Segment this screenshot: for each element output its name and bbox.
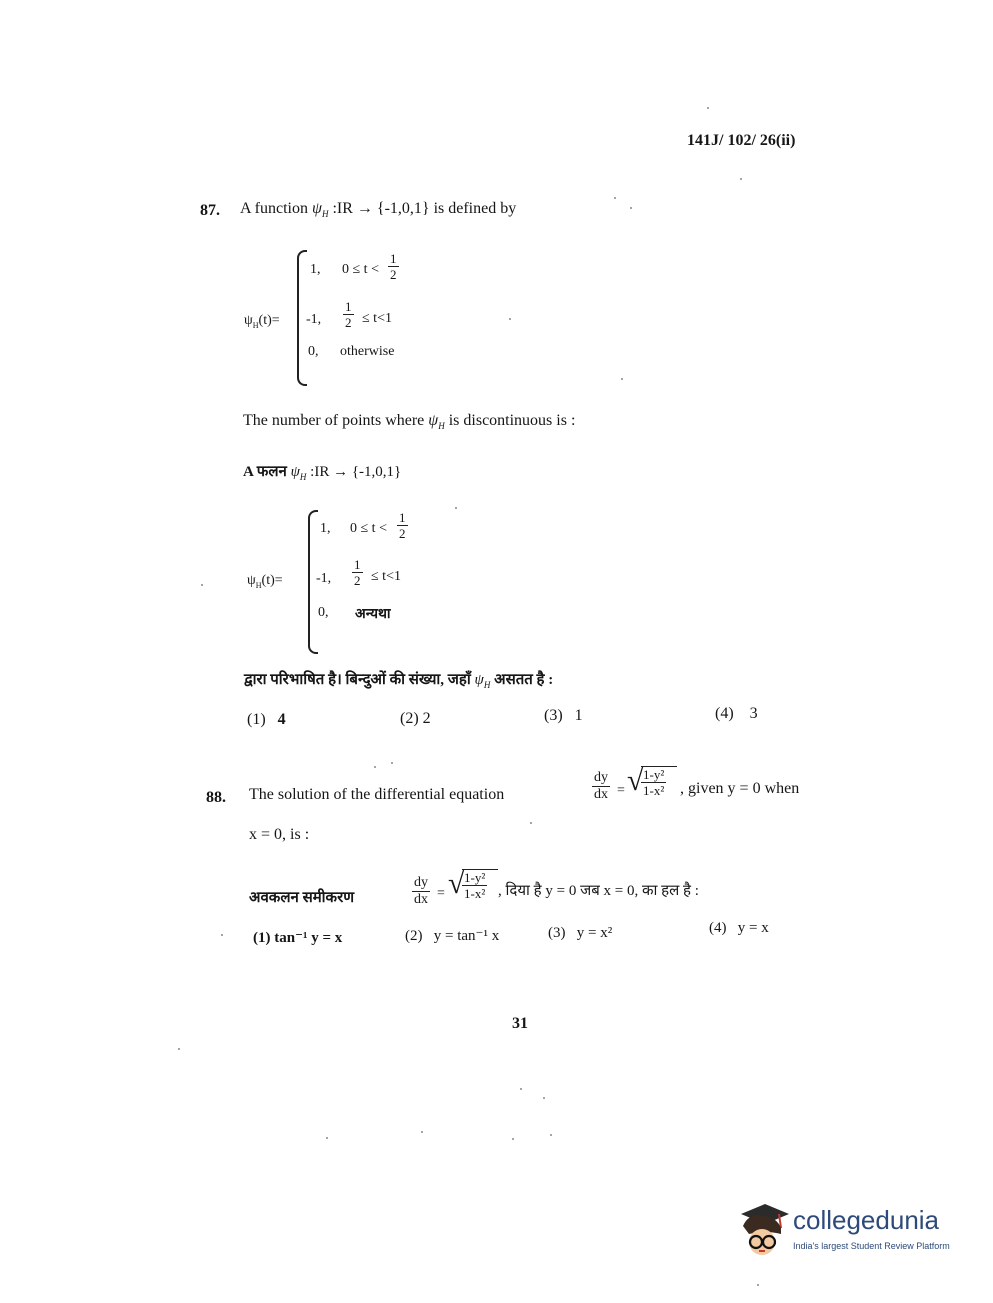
q87-def-lhs-en: [244, 313, 280, 330]
q87-question-hi: [244, 669, 553, 690]
fraction-denominator: 2: [399, 526, 406, 541]
scan-speck: [391, 762, 393, 764]
case3-condition-en: otherwise: [340, 344, 395, 359]
question-number-87: 87.: [200, 202, 220, 219]
psi-symbol: ψ: [428, 412, 439, 429]
half-fraction: [388, 252, 399, 281]
fraction-denominator: 1-x²: [464, 886, 486, 901]
brand-tagline: India's largest Student Review Platform: [793, 1241, 950, 1251]
fraction-numerator: 1-y²: [464, 870, 486, 885]
q87-stem-en-prefix: A function: [240, 200, 308, 217]
fraction-denominator: dx: [414, 892, 428, 907]
scan-speck: [326, 1137, 328, 1139]
option-text: y = tan⁻¹ x: [433, 928, 500, 944]
q87-stem-en-domain: :IR → {-1,0,1}: [332, 200, 430, 217]
scan-speck: [455, 507, 457, 509]
option-number: (1): [253, 930, 271, 946]
q87-def-lhs-hi: [247, 573, 283, 590]
q87-stem-en: [240, 200, 516, 219]
q88-stem-en-line2: x = 0, is :: [249, 826, 310, 843]
q88-stem-en-prefix: The solution of the differential equation: [249, 786, 505, 803]
psi-symbol: ψ: [474, 672, 484, 688]
scan-speck: [509, 318, 511, 320]
scan-speck: [630, 207, 632, 209]
q87-option-2[interactable]: [400, 710, 431, 728]
q88-option-4[interactable]: [709, 920, 769, 937]
scan-speck: [757, 1284, 759, 1286]
option-text: y = x: [737, 920, 769, 936]
fraction-numerator: 1: [390, 251, 397, 266]
psi-symbol: ψ: [244, 313, 253, 328]
dy-dx-fraction: [412, 876, 430, 907]
q87-option-3[interactable]: [544, 707, 583, 725]
fraction-numerator: 1-y²: [643, 767, 665, 782]
psi-symbol: ψ: [312, 200, 322, 217]
sqrt-expression: [448, 869, 500, 911]
q88-option-2[interactable]: [405, 926, 499, 945]
q87-stem-hi: [243, 461, 401, 482]
scan-speck: [621, 378, 623, 380]
psi-subscript: H: [299, 472, 307, 482]
q87-question-hi-prefix: द्वारा परिभाषित है। बिन्दुओं की संख्या, जहाँ: [244, 672, 471, 688]
option-number: (3): [544, 707, 563, 724]
equals-sign: =: [437, 886, 445, 901]
scan-speck: [707, 107, 709, 109]
def-lhs-tail: (t)=: [261, 573, 283, 588]
q88-stem-hi-prefix: अवकलन समीकरण: [249, 890, 355, 906]
fraction-denominator: dx: [594, 787, 608, 802]
paper-code: 141J/ 102/ 26(ii): [687, 132, 796, 149]
option-text: 4: [277, 711, 286, 728]
option-text: 2: [422, 710, 431, 727]
collegedunia-watermark: [735, 1195, 965, 1265]
option-number: (4): [709, 920, 727, 936]
scan-speck: [614, 197, 616, 199]
q88-option-3[interactable]: [548, 925, 612, 942]
case2-value: -1,: [316, 571, 332, 586]
fraction-numerator: 1: [354, 557, 361, 572]
sqrt-expression: [627, 766, 679, 808]
scan-speck: [512, 1138, 514, 1140]
option-number: (2): [400, 710, 419, 727]
scan-speck: [550, 1134, 552, 1136]
half-fraction: [397, 511, 408, 540]
case3-value: 0,: [308, 344, 319, 359]
q87-question-en-prefix: The number of points where: [243, 412, 425, 429]
option-text: tan⁻¹ y = x: [274, 930, 343, 946]
psi-subscript: H: [252, 320, 259, 330]
psi-subscript: H: [321, 209, 329, 220]
psi-subscript: H: [438, 421, 445, 432]
sqrt-icon: √: [627, 764, 644, 797]
case3-condition-hi: अन्यथा: [355, 607, 391, 622]
fraction-denominator: 2: [345, 315, 352, 330]
dy-dx-fraction: [592, 771, 610, 802]
scan-speck: [520, 1088, 522, 1090]
psi-symbol: ψ: [290, 464, 300, 480]
fraction-denominator: 2: [354, 573, 361, 588]
scan-speck: [178, 1048, 180, 1050]
fraction-denominator: 1-x²: [643, 783, 665, 798]
sqrt-fraction: [641, 768, 666, 797]
case2-condition: ≤ t<1: [362, 311, 392, 326]
psi-subscript: H: [483, 680, 491, 690]
half-fraction: [352, 558, 363, 587]
q87-option-1[interactable]: [247, 711, 286, 729]
case1-condition: 0 ≤ t <: [350, 521, 387, 536]
fraction-numerator: 1: [399, 510, 406, 525]
def-lhs-tail: (t)=: [258, 313, 280, 328]
q87-question-en-suffix: is discontinuous is :: [448, 412, 576, 429]
option-number: (3): [548, 925, 566, 941]
case2-condition: ≤ t<1: [371, 569, 401, 584]
scan-speck: [421, 1131, 423, 1133]
sqrt-icon: √: [448, 867, 465, 900]
psi-subscript: H: [255, 580, 262, 590]
page-number: 31: [512, 1015, 528, 1032]
brand-name: collegedunia: [793, 1205, 940, 1235]
sqrt-fraction: [462, 871, 487, 900]
q87-stem-hi-domain: :IR → {-1,0,1}: [310, 464, 402, 480]
half-fraction: [343, 300, 354, 329]
q88-option-1[interactable]: [253, 928, 342, 947]
option-text: 1: [574, 707, 583, 724]
scan-speck: [221, 934, 223, 936]
case2-value: -1,: [306, 312, 322, 327]
q88-stem-en-suffix: , given y = 0 when: [680, 780, 800, 797]
q87-question-en: [243, 412, 575, 431]
fraction-numerator: dy: [594, 770, 608, 785]
scan-speck: [201, 584, 203, 586]
case1-value: 1,: [310, 262, 321, 277]
equals-sign: =: [617, 783, 625, 798]
option-number: (4): [715, 705, 734, 722]
q87-option-4[interactable]: [715, 705, 758, 723]
fraction-numerator: dy: [414, 875, 428, 890]
q87-stem-hi-prefix: A फलन: [243, 464, 287, 480]
q87-stem-en-suffix: is defined by: [433, 200, 517, 217]
psi-symbol: ψ: [247, 573, 256, 588]
student-mascot-icon: [735, 1200, 791, 1260]
fraction-denominator: 2: [390, 267, 397, 282]
scan-speck: [543, 1097, 545, 1099]
option-number: (2): [405, 928, 423, 944]
scan-speck: [530, 822, 532, 824]
option-text: y = x²: [576, 925, 613, 941]
option-text: 3: [749, 705, 758, 722]
option-number: (1): [247, 711, 266, 728]
scan-speck: [740, 178, 742, 180]
q88-stem-hi-suffix: , दिया है y = 0 जब x = 0, का हल है :: [498, 883, 699, 899]
case3-value: 0,: [318, 605, 329, 620]
q87-question-hi-suffix: असतत है :: [494, 672, 554, 688]
question-number-88: 88.: [206, 789, 226, 806]
case1-value: 1,: [320, 521, 331, 536]
case1-condition: 0 ≤ t <: [342, 262, 379, 277]
scan-speck: [374, 766, 376, 768]
fraction-numerator: 1: [345, 299, 352, 314]
